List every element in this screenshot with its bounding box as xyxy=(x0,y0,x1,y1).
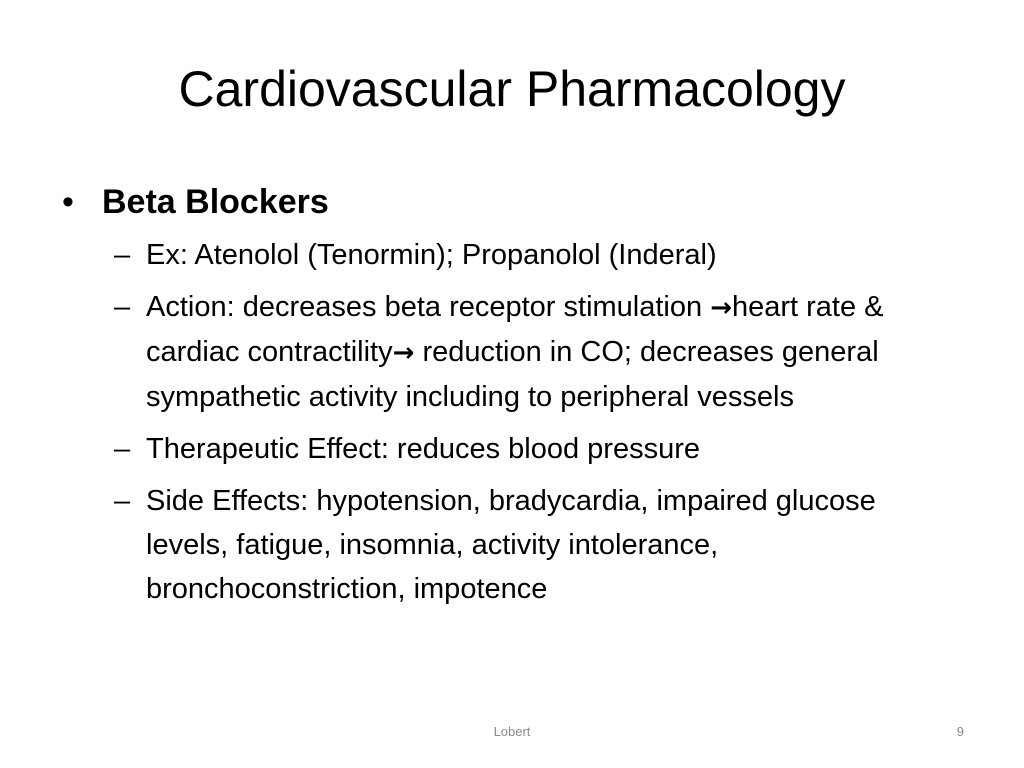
dash-icon: – xyxy=(114,238,131,271)
sub-item-text: Therapeutic Effect: reduces blood pressure xyxy=(146,432,701,465)
sub-item-therapeutic-effect xyxy=(114,427,946,471)
arrow-right-icon: → xyxy=(392,337,415,368)
slide-number: 9 xyxy=(956,724,964,739)
bullet-icon: • xyxy=(62,183,74,221)
dash-icon: – xyxy=(114,432,131,465)
dash-icon: – xyxy=(114,290,131,323)
sub-item-text: Ex: Atenolol (Tenormin); Propanolol (Inderal) xyxy=(146,238,717,271)
sub-list xyxy=(114,233,962,611)
slide-title: Cardiovascular Pharmacology xyxy=(178,61,846,117)
sub-item-text-part: heart rate & cardiac contractility xyxy=(146,290,884,368)
sub-item-text: Side Effects: hypotension, bradycardia, impaired glucose levels, fatigue, insomnia, activity intolerance, bronchoconstriction, impotence xyxy=(146,484,876,605)
bullet-heading: Beta Blockers xyxy=(102,183,329,221)
arrow-right-icon: → xyxy=(710,292,732,323)
bullet-item-beta-blockers xyxy=(62,182,962,223)
sub-item-examples xyxy=(114,233,946,277)
sub-item-text-part: reduction in CO; decreases general sympathetic activity including to peripheral vessels xyxy=(146,335,879,413)
slide-body xyxy=(62,182,962,619)
footer-author: Lobert xyxy=(493,724,531,739)
sub-item-action xyxy=(114,285,946,419)
dash-icon: – xyxy=(114,484,131,517)
sub-item-side-effects xyxy=(114,479,946,611)
sub-item-text-part: Action: decreases beta receptor stimulation xyxy=(146,290,711,323)
